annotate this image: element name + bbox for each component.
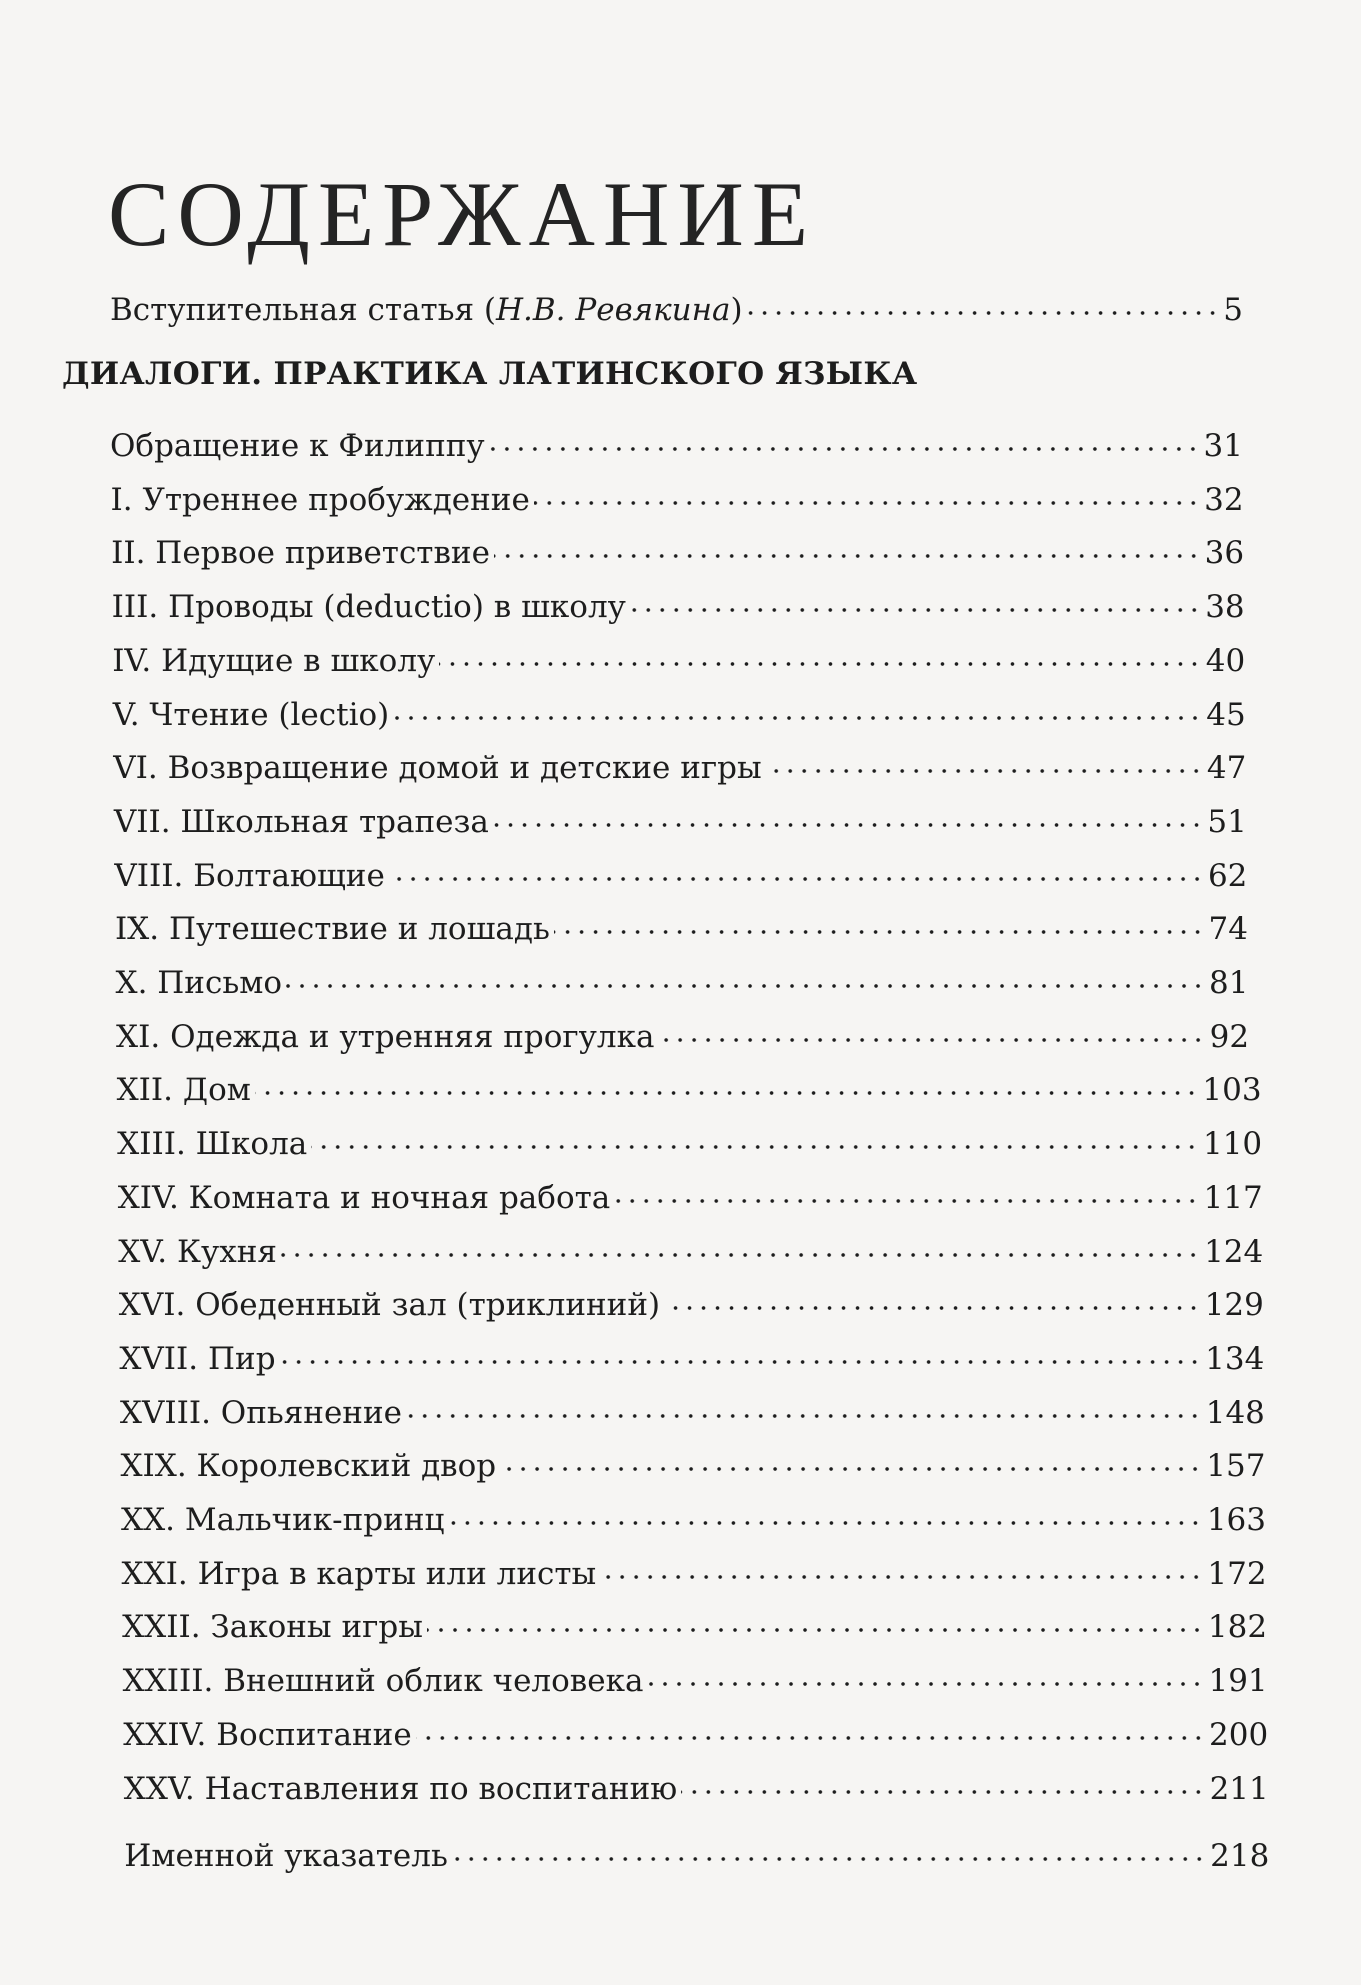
toc-entry-label: IV. Идущие в школу	[112, 642, 436, 679]
toc-entry	[119, 1285, 1264, 1325]
toc-entry	[111, 480, 1244, 520]
toc-page-number: 200	[1209, 1716, 1269, 1753]
dot-leader	[614, 1196, 1199, 1206]
toc-page-number: 74	[1208, 911, 1248, 948]
toc-entry	[124, 1769, 1269, 1809]
dot-leader	[534, 498, 1200, 508]
toc-entry-label: XXIV. Воспитание	[123, 1716, 412, 1753]
toc-page-number: 40	[1205, 642, 1246, 679]
toc-page-number: 117	[1203, 1179, 1263, 1216]
toc-entry-label: XVIII. Опьянение	[119, 1394, 402, 1431]
toc-entry-label: Вступительная статья (Н.В. Ревякина)	[110, 292, 743, 328]
toc-page-number: 148	[1205, 1394, 1265, 1431]
toc-page-number: 103	[1202, 1072, 1262, 1109]
dot-leader	[766, 766, 1203, 776]
toc-page-number: 81	[1209, 965, 1249, 1001]
toc-entry	[117, 1124, 1262, 1164]
toc-entry	[123, 1661, 1268, 1701]
toc-entry-label: XXII. Законы игры	[122, 1609, 423, 1646]
toc-page-number: 31	[1203, 428, 1243, 464]
dot-leader	[280, 1357, 1202, 1367]
toc-page-number: 172	[1207, 1555, 1267, 1592]
dot-leader	[393, 713, 1202, 723]
toc-entry	[112, 587, 1245, 627]
toc-entry-label: VI. Возвращение домой и детские игры	[113, 750, 762, 787]
dot-leader	[664, 1303, 1201, 1313]
toc-entry	[120, 1393, 1265, 1433]
toc-entry	[116, 963, 1249, 1003]
toc-entry	[115, 909, 1248, 949]
dot-leader	[416, 1733, 1205, 1743]
toc-entry-label: XX. Мальчик-принц	[121, 1502, 445, 1538]
dot-leader	[439, 659, 1201, 669]
dot-leader	[630, 605, 1201, 615]
toc-entry-label: XIV. Комната и ночная работа	[117, 1179, 611, 1216]
toc-page-number: 124	[1204, 1233, 1264, 1270]
toc-entry-label: II. Первое приветствие	[111, 535, 490, 572]
toc-entry-label: I. Утреннее пробуждение	[110, 481, 530, 518]
toc-entry-label: III. Проводы (deductio) в школу	[111, 589, 626, 626]
toc-page-number: 32	[1204, 481, 1244, 518]
toc-entry-label: XXIII. Внешний облик человека	[122, 1663, 644, 1700]
dot-leader	[747, 308, 1220, 318]
toc-entry-intro	[110, 290, 1243, 330]
toc-entry	[117, 1070, 1262, 1110]
toc-entry	[124, 1836, 1269, 1876]
toc-entry	[110, 426, 1243, 466]
dot-leader	[554, 927, 1205, 937]
toc-page-number: 134	[1205, 1340, 1265, 1377]
toc-entry-label: X. Письмо	[115, 965, 282, 1001]
toc-entry-label: VII. Школьная трапеза	[113, 803, 489, 840]
toc-entry	[122, 1607, 1267, 1647]
dot-leader	[494, 551, 1201, 561]
dot-leader	[489, 444, 1200, 454]
toc-entry-label: XVI. Обеденный зал (триклиний)	[118, 1287, 661, 1324]
dot-leader	[500, 1464, 1202, 1474]
toc-entry	[122, 1554, 1267, 1594]
toc-entry	[116, 1017, 1249, 1057]
dot-leader	[452, 1854, 1206, 1864]
toc-entry-label: XXI. Игра в карты или листы	[121, 1555, 597, 1592]
toc-page-number: 36	[1204, 535, 1245, 572]
toc-entry-label: XXV. Наставления по воспитанию	[123, 1770, 678, 1807]
toc-entry-label: IX. Путешествие и лошадь	[114, 911, 550, 948]
toc-entry	[121, 1500, 1266, 1540]
dot-leader	[658, 1035, 1205, 1045]
section-heading: ДИАЛОГИ. ПРАКТИКА ЛАТИНСКОГО ЯЗЫКА	[62, 356, 918, 392]
toc-page-number: 218	[1210, 1838, 1270, 1875]
dot-leader	[448, 1518, 1202, 1528]
toc-entry	[118, 1178, 1263, 1218]
toc-page-number: 47	[1206, 750, 1247, 787]
toc-entry	[113, 748, 1246, 788]
dot-leader	[600, 1572, 1203, 1582]
toc-page-number: 182	[1207, 1609, 1268, 1646]
dot-leader	[493, 820, 1204, 830]
toc-entry-label: Именной указатель	[124, 1838, 448, 1875]
toc-entry-label: XIII. Школа	[117, 1126, 308, 1163]
toc-entry-label: XI. Одежда и утренняя прогулка	[116, 1018, 655, 1055]
dot-leader	[281, 1250, 1200, 1260]
toc-entry-label: XII. Дом	[116, 1072, 251, 1109]
dot-leader	[255, 1088, 1199, 1098]
toc-entry	[114, 802, 1247, 842]
toc-page-number: 62	[1207, 857, 1248, 894]
toc-page-number: 211	[1209, 1770, 1269, 1807]
toc-entry	[118, 1232, 1263, 1272]
toc-page-number: 129	[1204, 1287, 1264, 1324]
dot-leader	[311, 1142, 1199, 1152]
toc-entry	[119, 1339, 1264, 1379]
toc-page-number: 110	[1202, 1126, 1263, 1163]
dot-leader	[286, 981, 1205, 991]
toc-page-number: 191	[1208, 1663, 1268, 1700]
dot-leader	[427, 1625, 1204, 1635]
toc-entry	[112, 641, 1245, 681]
toc-entry	[120, 1446, 1265, 1486]
toc-entry-label: V. Чтение (lectio)	[112, 696, 390, 733]
toc-entry-author: Н.В. Ревякина	[496, 292, 731, 328]
toc-entry-label: Обращение к Филиппу	[110, 428, 485, 464]
toc-page-number: 45	[1206, 696, 1246, 733]
toc-entry-label: XV. Кухня	[118, 1233, 277, 1270]
dot-leader	[389, 874, 1204, 884]
page-title: СОДЕРЖАНИЕ	[108, 162, 817, 265]
toc-page-number: 51	[1207, 803, 1247, 840]
toc-page-number: 5	[1223, 292, 1243, 328]
toc-entry	[113, 695, 1246, 735]
dot-leader	[681, 1787, 1205, 1797]
toc-page-number: 38	[1205, 589, 1245, 626]
toc-entry-label: XIX. Королевский двор	[120, 1448, 497, 1485]
toc-entry-label: VIII. Болтающие	[114, 857, 385, 894]
dot-leader	[647, 1679, 1204, 1689]
toc-page-number: 157	[1206, 1448, 1266, 1485]
toc-page-number: 163	[1206, 1502, 1266, 1538]
dot-leader	[406, 1411, 1202, 1421]
toc-page-number: 92	[1209, 1018, 1250, 1055]
toc-entry	[123, 1715, 1268, 1755]
toc-entry-label: XVII. Пир	[119, 1340, 276, 1377]
toc-entry	[111, 533, 1244, 573]
toc-entry	[114, 856, 1247, 896]
